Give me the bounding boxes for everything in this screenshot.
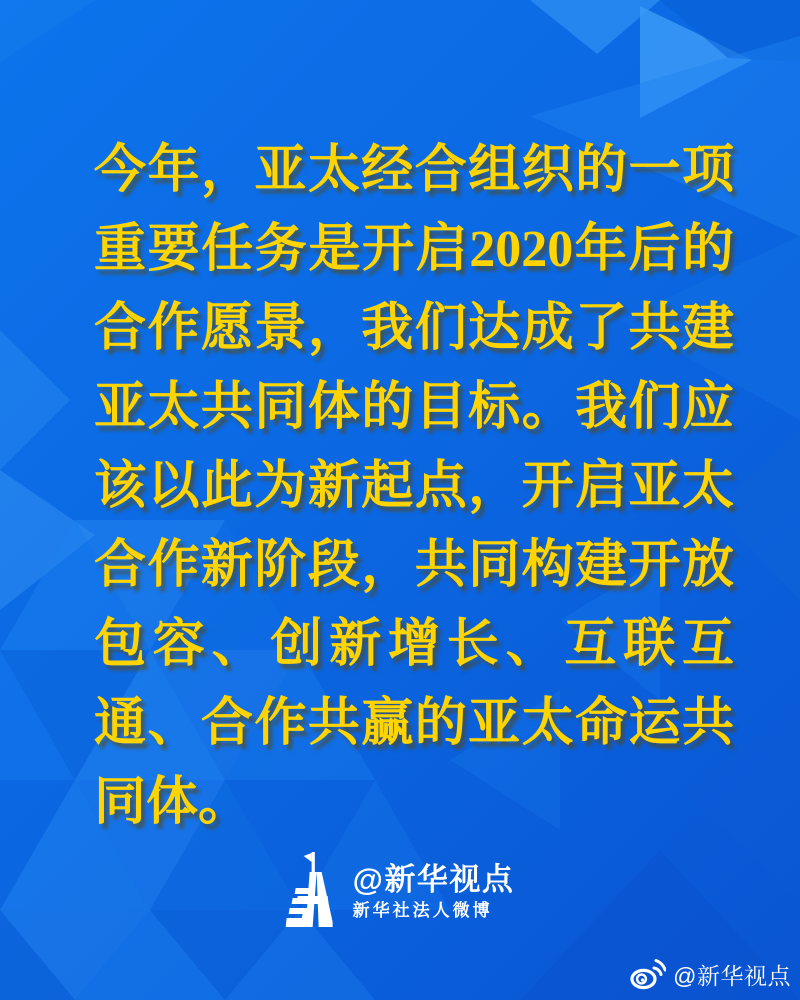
- quote-line-1: 今年，亚太经合组织的一项: [94, 142, 734, 199]
- brand-text: [353, 862, 515, 922]
- quote-line-8: 通、合作共赢的亚太命运共: [94, 695, 734, 752]
- weibo-watermark: [629, 957, 791, 991]
- quote-line-6: 合作新阶段，共同构建开放: [94, 537, 734, 594]
- xinhua-monument-logo-icon: [286, 852, 336, 932]
- footer-brand: [286, 852, 515, 932]
- watermark-handle: @新华视点: [673, 962, 791, 989]
- quote-line-9: 同体。: [94, 774, 251, 831]
- weibo-icon: [629, 957, 666, 991]
- quote-line-5: 该以此为新起点，开启亚太: [94, 458, 734, 515]
- brand-handle: @新华视点: [352, 862, 515, 897]
- brand-subtitle: 新华社法人微博: [352, 901, 493, 920]
- quote-line-2: 重要任务是开启2020年后的: [94, 221, 734, 278]
- quote-line-3: 合作愿景，我们达成了共建: [94, 300, 734, 357]
- quote-line-7: 包容、创新增长、互联互: [94, 616, 734, 673]
- quote-text-block: [94, 131, 734, 842]
- quote-line-4: 亚太共同体的目标。我们应: [94, 379, 734, 436]
